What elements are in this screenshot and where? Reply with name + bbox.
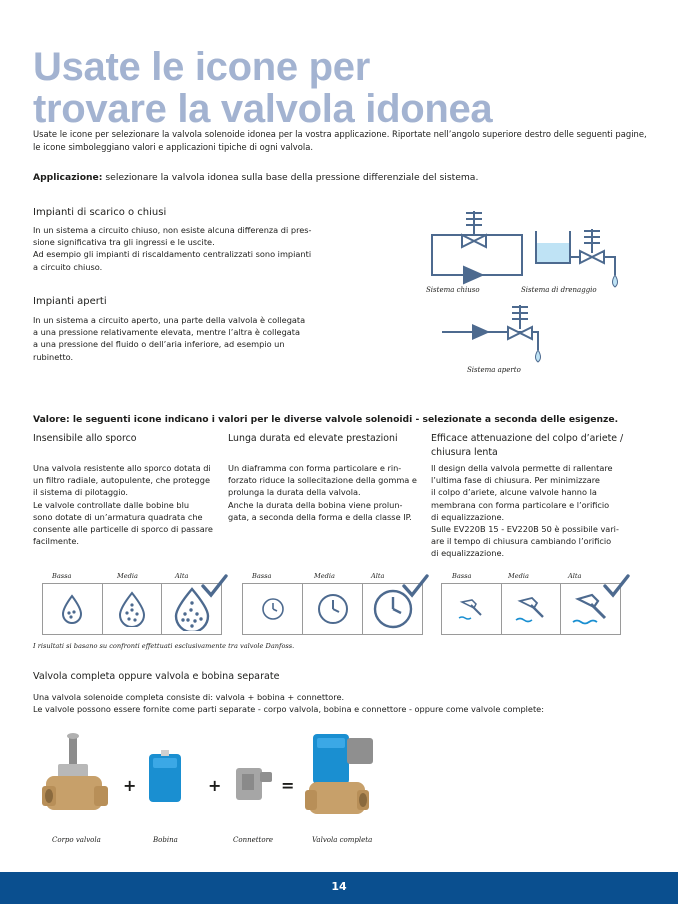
hammer-medium-icon bbox=[513, 594, 549, 624]
level-low: Bassa bbox=[252, 572, 272, 580]
application-text: selezionare la valvola idonea sulla base della pressione differenziale del sistema. bbox=[102, 172, 479, 183]
page-number: 14 bbox=[331, 880, 347, 893]
level-high: Alta bbox=[568, 572, 582, 580]
title-line-1: Usate le icone per bbox=[33, 45, 370, 89]
level-low: Bassa bbox=[452, 572, 472, 580]
application-label: Applicazione: bbox=[33, 172, 103, 183]
drop-dirt-medium-icon bbox=[116, 591, 148, 627]
dirt-icon-box bbox=[42, 583, 222, 635]
caption-complete-valve: Valvola completa bbox=[312, 836, 373, 844]
closed-system-diagram bbox=[432, 211, 522, 283]
column-dirt-text bbox=[33, 462, 223, 547]
closed-line: a circuito chiuso. bbox=[33, 261, 103, 272]
open-systems-heading: Impianti aperti bbox=[33, 296, 107, 307]
text-line: il sistema di pilotaggio. bbox=[33, 487, 128, 498]
title-line-2: trovare la valvola idonea bbox=[33, 87, 493, 131]
dirt-medium-cell bbox=[103, 584, 163, 634]
text-line: Una valvola solenoide completa consiste di: valvola + bobina + connettore. bbox=[33, 692, 345, 702]
equals-sign: = bbox=[281, 776, 295, 795]
connector-image bbox=[232, 762, 276, 806]
text-line: prolunga la durata della valvola. bbox=[228, 487, 361, 498]
footnote: I risultati si basano su confronti effettuati esclusivamente tra valvole Danfoss. bbox=[33, 642, 295, 650]
heading-line: chiusura lenta bbox=[431, 447, 498, 458]
level-high: Alta bbox=[175, 572, 189, 580]
column-lifetime-heading: Lunga durata ed elevate prestazioni bbox=[228, 433, 398, 444]
level-high: Alta bbox=[371, 572, 385, 580]
level-medium: Media bbox=[314, 572, 335, 580]
complete-valve-text bbox=[33, 691, 653, 715]
waterhammer-icon-box bbox=[441, 583, 621, 635]
text-line: Sulle EV220B 15 - EV220B 50 è possibile vari- bbox=[431, 524, 619, 535]
column-dirt-heading: Insensibile allo sporco bbox=[33, 433, 137, 444]
level-low: Bassa bbox=[52, 572, 72, 580]
hammer-low-icon bbox=[456, 596, 486, 622]
text-line: forzato riduce la sollecitazione della gomma e bbox=[228, 475, 417, 486]
caption-valve-body: Corpo valvola bbox=[52, 836, 101, 844]
caption-coil: Bobina bbox=[153, 836, 178, 844]
valve-body-image bbox=[40, 730, 110, 822]
text-line: di equalizzazione. bbox=[431, 548, 505, 559]
check-mark-icon bbox=[200, 573, 228, 599]
check-mark-icon bbox=[401, 573, 429, 599]
intro-line-2: le icone simboleggiano valori e applicazioni tipiche di ogni valvola. bbox=[33, 142, 313, 152]
page-title bbox=[33, 46, 653, 130]
check-mark-icon bbox=[602, 573, 630, 599]
clock-medium-icon bbox=[317, 593, 349, 625]
open-line: In un sistema a circuito aperto, una parte della valvola è collegata bbox=[33, 315, 306, 325]
caption-connector: Connettore bbox=[233, 836, 274, 844]
text-line: Le valvole possono essere fornite come parti separate - corpo valvola, bobina e connettore - oppure come valvole complete: bbox=[33, 704, 544, 715]
caption-closed-system: Sistema chiuso bbox=[426, 286, 480, 294]
caption-drain-system: Sistema di drenaggio bbox=[521, 286, 597, 294]
waterhammer-medium-cell bbox=[502, 584, 562, 634]
closed-systems-text bbox=[33, 224, 323, 273]
plus-sign: + bbox=[208, 776, 222, 795]
text-line: membrana con forma particolare e l’orificio bbox=[431, 499, 610, 510]
text-line: Una valvola resistente allo sporco dotata di bbox=[33, 463, 211, 473]
text-line: sono dotate di un’armatura quadrata che bbox=[33, 511, 203, 522]
column-lifetime-text bbox=[228, 462, 428, 523]
drop-dirt-low-icon bbox=[59, 594, 85, 624]
text-line: facilmente. bbox=[33, 536, 80, 547]
heading-line: Efficace attenuazione del colpo d’ariete / bbox=[431, 433, 624, 444]
application-line bbox=[33, 172, 653, 183]
coil-image bbox=[145, 750, 185, 810]
text-line: gata, a seconda della forma e della classe IP. bbox=[228, 511, 412, 522]
clock-low-icon bbox=[261, 597, 285, 621]
text-line: Un diaframma con forma particolare e rin- bbox=[228, 463, 402, 473]
level-medium: Media bbox=[508, 572, 529, 580]
value-heading: Valore: le seguenti icone indicano i valori per le diverse valvole solenoidi - selezionate a seconda delle esigenze. bbox=[33, 414, 619, 425]
level-medium: Media bbox=[117, 572, 138, 580]
closed-systems-heading: Impianti di scarico o chiusi bbox=[33, 207, 167, 218]
complete-valve-image bbox=[305, 728, 385, 824]
text-line: l’ultima fase di chiusura. Per minimizzare bbox=[431, 475, 600, 486]
column-waterhammer-heading bbox=[431, 432, 641, 460]
intro-text bbox=[33, 128, 653, 154]
lifetime-low-cell bbox=[243, 584, 303, 634]
column-waterhammer-text bbox=[431, 462, 641, 560]
text-line: un filtro radiale, autopulente, che protegge bbox=[33, 475, 210, 486]
waterhammer-low-cell bbox=[442, 584, 502, 634]
caption-open-system: Sistema aperto bbox=[467, 366, 521, 374]
open-line: a una pressione del fluido o dell’aria inferiore, ad esempio un bbox=[33, 339, 285, 350]
open-line: rubinetto. bbox=[33, 351, 74, 362]
lifetime-icon-box bbox=[242, 583, 423, 635]
closed-line: In un sistema a circuito chiuso, non esiste alcuna differenza di pres- bbox=[33, 225, 312, 235]
text-line: Le valvole controllate dalle bobine blu bbox=[33, 499, 190, 510]
text-line: are il tempo di chiusura cambiando l’orificio bbox=[431, 536, 612, 547]
closed-line: sione significativa tra gli ingressi e le uscite. bbox=[33, 237, 215, 248]
text-line: Il design della valvola permette di rallentare bbox=[431, 463, 613, 473]
text-line: consente alle particelle di sporco di passare bbox=[33, 524, 213, 535]
closed-line: Ad esempio gli impianti di riscaldamento centralizzati sono impianti bbox=[33, 249, 312, 260]
intro-line-1: Usate le icone per selezionare la valvola solenoide idonea per la vostra applicazione. Riportate nell’angolo superiore destro delle seguenti pagine, bbox=[33, 129, 647, 139]
text-line: di equalizzazione. bbox=[431, 511, 505, 522]
text-line: Anche la durata della bobina viene prolun- bbox=[228, 499, 403, 510]
lifetime-medium-cell bbox=[303, 584, 363, 634]
text-line: il colpo d’ariete, alcune valvole hanno la bbox=[431, 487, 597, 498]
drain-system-diagram bbox=[536, 229, 618, 287]
complete-valve-heading: Valvola completa oppure valvola e bobina separate bbox=[33, 671, 280, 682]
open-system-diagram bbox=[442, 305, 541, 362]
open-systems-text bbox=[33, 314, 323, 363]
plus-sign: + bbox=[123, 776, 137, 795]
dirt-low-cell bbox=[43, 584, 103, 634]
open-line: a una pressione relativamente elevata, mentre l’altra è collegata bbox=[33, 327, 301, 338]
system-diagrams bbox=[420, 205, 660, 385]
